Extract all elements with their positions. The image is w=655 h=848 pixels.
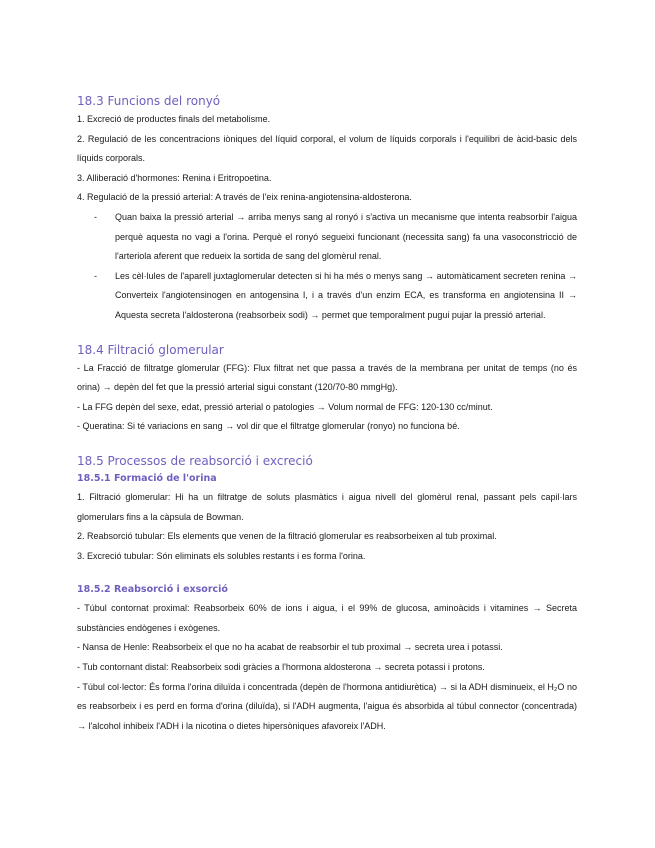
paragraph: - Túbul col·lector: És forma l'orina diluïda i concentrada (depèn de l'hormona antidiurètica) → si la ADH disminueix, el H₂O no es reabsorbeix i es perd en forma d'orina (diluïda), si l'ADH augmenta, l'aigua és absorbida al túbul connector (concentrada) → l'alcohol inhibeix l'ADH i la nicotina o dietes hipersòniques afavoreix l'ADH. bbox=[77, 681, 577, 731]
paragraph: - Nansa de Henle: Reabsorbeix el que no ha acabat de reabsorbir el tub proximal → secreta urea i potassi. bbox=[77, 642, 503, 653]
paragraph: - Túbul contornat proximal: Reabsorbeix 60% de ions i aigua, i el 99% de glucosa, aminoàcids i vitamines → Secreta substàncies endògenes i exògenes. bbox=[77, 603, 577, 633]
list-item bbox=[77, 208, 577, 267]
paragraph: - Queratina: Si té variacions en sang → vol dir que el filtratge glomerular (ronyo) no funciona bé. bbox=[77, 421, 460, 432]
paragraph: 1. Excreció de productes finals del metabolisme. bbox=[77, 114, 271, 124]
paragraph: - La Fracció de filtratge glomerular (FFG): Flux filtrat net que passa a través de la membrana per unitat de temps (no és orina) → depèn del fet que la pressió arterial sigui constant (120/70-80 mmgHg). bbox=[77, 362, 577, 393]
paragraph: 3. Excreció tubular: Són eliminats els solubles restants i es forma l'orina. bbox=[77, 550, 366, 561]
list-item-text: - Quan baixa la pressió arterial → arriba menys sang al ronyó i s'activa un mecanisme que intenta reabsorbir l'aigua perquè aquesta no vagi a l'orina. Perquè el ronyó segueixi funcionant (necessita sang) fa una vasoconstricció de l'arteriola aferent que redueix la sortida de sang del glomèrul renal. bbox=[115, 211, 577, 262]
paragraph: 2. Regulació de les concentracions iòniques del líquid corporal, el volum de líquids corporals i l'equilibri de àcid-basic dels líquids corporals. bbox=[77, 133, 577, 164]
paragraph: 2. Reabsorció tubular: Els elements que venen de la filtració glomerular es reabsorbeixen al tub proximal. bbox=[77, 531, 497, 542]
list-item-text: - Les cèl·lules de l'aparell juxtaglomerular detecten si hi ha més o menys sang → automàticament secreten renina → Converteix l'angiotensinogen en antogensina I, i a través d'un enzim ECA, es transforma en angiotensina II → Aquesta secreta l'aldosterona (reabsorbeix sodi) → permet que temporalment pugui pujar la pressió arterial. bbox=[115, 270, 577, 320]
bullet-list bbox=[77, 208, 577, 326]
page-content bbox=[77, 92, 577, 736]
subsection-title-18-5-1: 18.5.1 Formació de l'orina bbox=[77, 472, 217, 484]
section-title-18-5: 18.5 Processos de reabsorció i excreció bbox=[77, 453, 313, 468]
subsection-title-18-5-2: 18.5.2 Reabsorció i exsorció bbox=[77, 584, 228, 596]
paragraph: 4. Regulació de la pressió arterial: A través de l'eix renina-angiotensina-aldosterona. bbox=[77, 192, 412, 203]
paragraph: - La FFG depèn del sexe, edat, pressió arterial o patologies → Volum normal de FFG: 120-130 cc/minut. bbox=[77, 401, 493, 412]
section-title-18-4: 18.4 Filtració glomerular bbox=[77, 342, 224, 357]
list-item bbox=[77, 267, 577, 326]
section-title-18-3: 18.3 Funcions del ronyó bbox=[77, 94, 221, 108]
paragraph: 1. Filtració glomerular: Hi ha un filtratge de soluts plasmàtics i aigua nivell del glomèrul renal, passant pels capil·lars glomerulars fins a la càpsula de Bowman. bbox=[77, 491, 577, 522]
paragraph: - Tub contornant distal: Reabsorbeix sodi gràcies a l'hormona aldosterona → secreta potassi i protons. bbox=[77, 662, 485, 673]
paragraph: 3. Alliberació d'hormones: Renina i Eritropoetina. bbox=[77, 172, 272, 183]
